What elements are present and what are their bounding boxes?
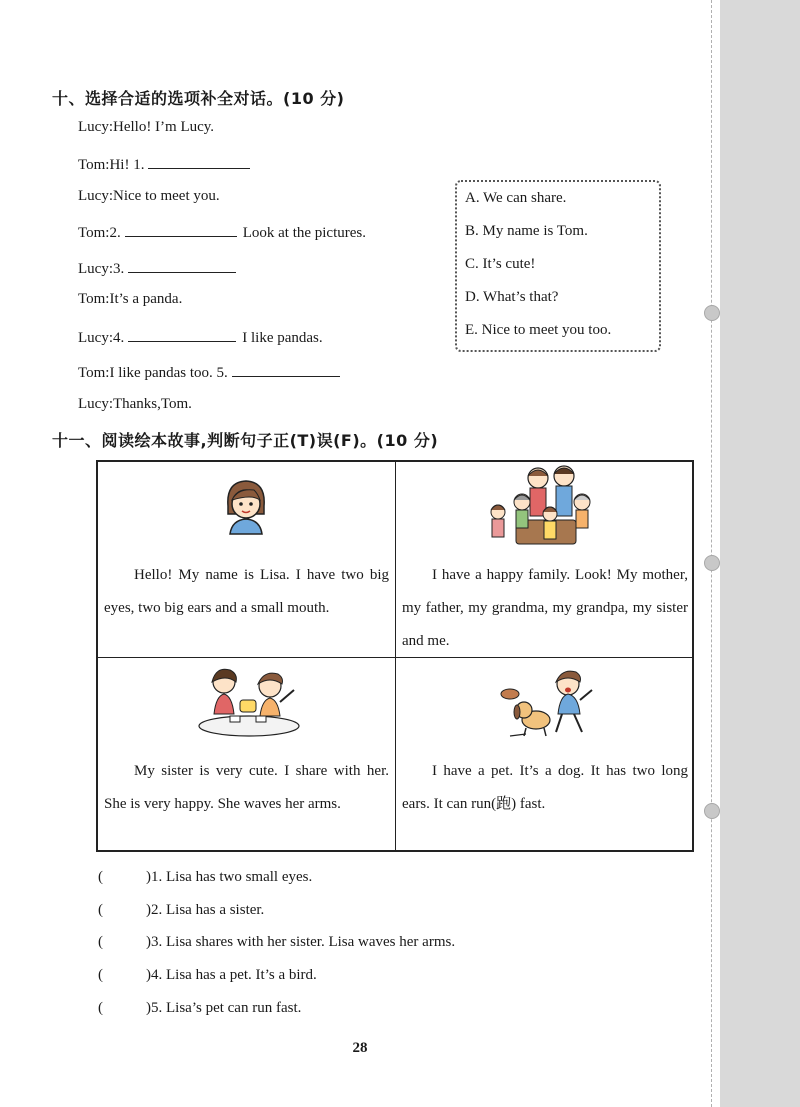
option-c: C. It’s cute! — [465, 256, 536, 272]
statement-3 — [98, 934, 455, 951]
dialogue-text: Tom:It’s a panda. — [78, 291, 183, 307]
binding-dashed-line — [711, 0, 712, 1107]
dialogue-text: Lucy:Nice to meet you. — [78, 188, 220, 204]
statement-2 — [98, 902, 264, 919]
statement-text: )3. Lisa shares with her sister. Lisa waves her arms. — [146, 934, 456, 950]
statement-text: )4. Lisa has a pet. It’s a bird. — [146, 967, 317, 983]
answer-blank-2[interactable] — [125, 222, 237, 237]
dialogue-text: Tom:2. — [78, 225, 121, 241]
answer-paren[interactable]: ( — [98, 869, 103, 885]
story-cell-3 — [98, 658, 395, 852]
story-text-4: I have a pet. It’s a dog. It has two long ears. It can run(跑) fast. — [402, 763, 688, 812]
story-text-1: Hello! My name is Lisa. I have two big eyes, two big ears and a small mouth. — [104, 567, 389, 616]
dialogue-text: Tom:Hi! 1. — [78, 157, 145, 173]
dialogue-line-5 — [78, 258, 242, 278]
options-box — [455, 180, 661, 352]
dialogue-text: I like pandas. — [242, 330, 323, 346]
statement-text: )5. Lisa’s pet can run fast. — [146, 1000, 302, 1016]
dialogue-text: Look at the pictures. — [242, 225, 366, 241]
binding-hole-marker — [704, 803, 720, 819]
page-number: 28 — [352, 1040, 368, 1056]
girl-portrait-illustration — [218, 476, 274, 536]
answer-paren[interactable]: ( — [98, 1000, 103, 1016]
statement-5 — [98, 1000, 301, 1017]
story-text-3: My sister is very cute. I share with her. She is very happy. She waves her arms. — [104, 763, 389, 812]
sisters-sharing-illustration — [194, 662, 304, 738]
dialogue-text: Lucy:3. — [78, 261, 125, 277]
dialogue-line-1 — [78, 119, 214, 136]
statement-text: )1. Lisa has two small eyes. — [146, 869, 313, 885]
dialogue-text: Lucy:Hello! I’m Lucy. — [78, 119, 215, 135]
family-portrait-illustration — [486, 464, 602, 552]
dialogue-line-4 — [78, 222, 366, 242]
answer-blank-3[interactable] — [128, 258, 236, 273]
binding-hole-marker — [704, 305, 720, 321]
page-margin-strip — [720, 0, 800, 1107]
answer-blank-5[interactable] — [232, 362, 340, 377]
dialogue-text: Lucy:Thanks,Tom. — [78, 396, 192, 412]
answer-paren[interactable]: ( — [98, 934, 103, 950]
dialogue-line-7 — [78, 327, 323, 347]
story-cell-4 — [396, 658, 694, 852]
binding-hole-marker — [704, 555, 720, 571]
dialogue-text: Lucy:4. — [78, 330, 125, 346]
dialogue-line-2 — [78, 154, 256, 174]
story-cell-2 — [396, 462, 694, 657]
story-cell-1 — [98, 462, 395, 657]
story-text-2: I have a happy family. Look! My mother, my father, my grandma, my grandpa, my sister and me. — [402, 567, 688, 649]
answer-paren[interactable]: ( — [98, 902, 103, 918]
option-a: A. We can share. — [465, 190, 567, 206]
option-e: E. Nice to meet you too. — [465, 322, 612, 338]
statement-1 — [98, 869, 312, 886]
statement-text: )2. Lisa has a sister. — [146, 902, 265, 918]
answer-blank-1[interactable] — [148, 154, 250, 169]
girl-and-dog-illustration — [496, 664, 600, 740]
dialogue-line-9 — [78, 396, 192, 413]
section-10-heading: 十、选择合适的选项补全对话。(10 分) — [52, 89, 345, 108]
statement-4 — [98, 967, 317, 984]
dialogue-line-6 — [78, 291, 182, 308]
dialogue-line-3 — [78, 188, 220, 205]
option-b: B. My name is Tom. — [465, 223, 588, 239]
dialogue-text: Tom:I like pandas too. 5. — [78, 365, 228, 381]
answer-blank-4[interactable] — [128, 327, 236, 342]
dialogue-line-8 — [78, 362, 346, 382]
option-d: D. What’s that? — [465, 289, 559, 305]
section-11-heading: 十一、阅读绘本故事,判断句子正(T)误(F)。(10 分) — [52, 431, 439, 450]
story-grid — [96, 460, 694, 852]
answer-paren[interactable]: ( — [98, 967, 103, 983]
